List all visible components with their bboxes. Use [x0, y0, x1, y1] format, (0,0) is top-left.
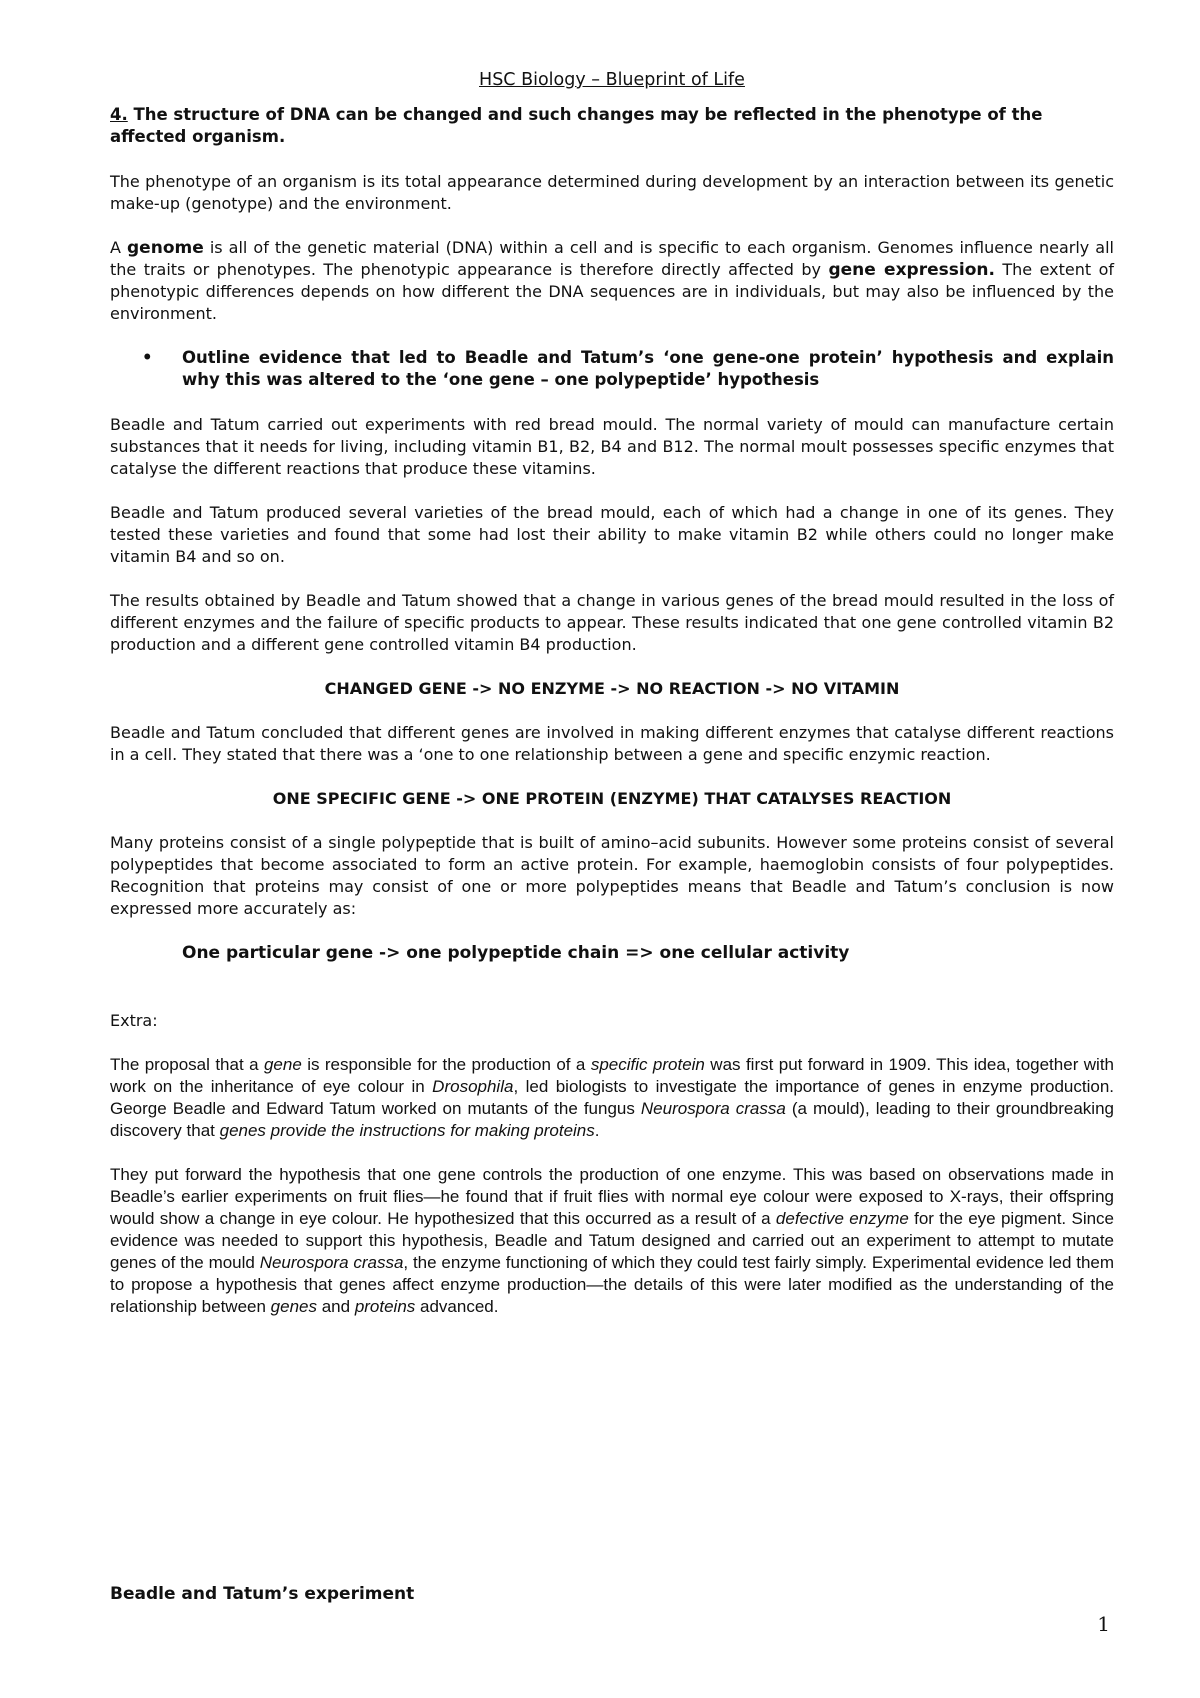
text-run: . [594, 1121, 600, 1140]
text-run: for the eye pigment. Since evidence was needed to support this hypothesis, Beadle and Tatum designed and carried out an experiment to attempt to mutate genes of the mould [110, 1209, 1115, 1272]
italic-proteins: proteins [354, 1297, 416, 1316]
text-run: and [317, 1297, 355, 1316]
extra-label: Extra: [110, 1011, 158, 1030]
bullet-symbol: • [142, 348, 153, 367]
polypeptide-flow: One particular gene -> one polypeptide chain => one cellular activity [182, 943, 850, 963]
experiment-heading: Beadle and Tatum’s experiment [110, 1584, 415, 1604]
genome-term: genome [127, 238, 204, 258]
text-run: is responsible for the production of a [301, 1055, 591, 1074]
document-title: HSC Biology – Blueprint of Life [479, 70, 745, 90]
section-number: 4. [110, 105, 128, 124]
text-run: , the enzyme functioning of which they could test fairly simply. Experimental evidence led them to propose a hypothesis that genes affect enzyme production—the details of this were later modified as the understanding of the relationship between [110, 1253, 1115, 1316]
hypothesis-paragraph [110, 1164, 1114, 1318]
concluded-paragraph: Beadle and Tatum concluded that different genes are involved in making different enzymes that catalyse different reactions in a cell. They stated that there was a ‘one to one relationship between a gene and specific enzymic reaction. [110, 723, 1114, 764]
text-run: The extent of phenotypic differences depends on how different the DNA sequences are in individuals, but may also be influenced by the environment. [110, 260, 1115, 323]
results-paragraph: The results obtained by Beadle and Tatum showed that a change in various genes of the bread mould resulted in the loss of different enzymes and the failure of specific products to appear. These results indicated that one gene controlled vitamin B2 production and a different gene controlled vitamin B4 production. [110, 591, 1114, 654]
changed-gene-flow: CHANGED GENE -> NO ENZYME -> NO REACTION -> NO VITAMIN [324, 679, 900, 698]
italic-neurospora: Neurospora crassa [640, 1099, 786, 1118]
proposal-paragraph [110, 1054, 1114, 1142]
section-heading-text: The structure of DNA can be changed and such changes may be reflected in the phenotype of the affected organism. [110, 105, 1043, 146]
dot-point-text: Outline evidence that led to Beadle and Tatum’s ‘one gene-one protein’ hypothesis and explain why this was altered to the ‘one gene – one polypeptide’ hypothesis [182, 348, 1114, 389]
italic-genes: genes [270, 1297, 317, 1316]
text-run: was first put forward in 1909. This idea, together with work on the inheritance of eye colour in [110, 1055, 1114, 1096]
dot-point [110, 347, 1114, 391]
italic-neurospora: Neurospora crassa [259, 1253, 404, 1272]
italic-genes-provide: genes provide the instructions for making proteins [219, 1121, 595, 1140]
text-run: They put forward the hypothesis that one gene controls the production of one enzyme. This was based on observations made in Beadle’s earlier experiments on fruit flies—he found that if fruit flies with normal eye colour were exposed to X-rays, their offspring would show a change in eye colour. He hypothesized that this occurred as a result of a [110, 1165, 1114, 1228]
italic-drosophila: Drosophila [432, 1077, 514, 1096]
gene-expression-term: gene expression. [828, 260, 995, 280]
text-run: The proposal that a [110, 1055, 264, 1074]
document-page [110, 70, 1114, 1340]
text-run: A [110, 238, 128, 257]
section-heading [110, 104, 1114, 148]
text-run: (a mould), leading to their groundbreaking discovery that [110, 1099, 1114, 1140]
genome-paragraph [110, 237, 1114, 325]
intro-paragraph: The phenotype of an organism is its total appearance determined during development by an interaction between its genetic make-up (genotype) and the environment. [110, 172, 1114, 213]
specific-gene-flow: ONE SPECIFIC GENE -> ONE PROTEIN (ENZYME) THAT CATALYSES REACTION [272, 789, 952, 808]
italic-specific-protein: specific protein [590, 1055, 705, 1074]
italic-defective-enzyme: defective enzyme [775, 1209, 909, 1228]
text-run: advanced. [415, 1297, 499, 1316]
varieties-paragraph: Beadle and Tatum produced several varieties of the bread mould, each of which had a change in one of its genes. They tested these varieties and found that some had lost their ability to make vitamin B2 while others could no longer make vitamin B4 and so on. [110, 503, 1114, 566]
text-run: , led biologists to investigate the importance of genes in enzyme production. George Beadle and Edward Tatum worked on mutants of the fungus [110, 1077, 1114, 1118]
text-run: is all of the genetic material (DNA) within a cell and is specific to each organism. Genomes influence nearly all the traits or phenotypes. The phenotypic appearance is therefore directly affected by [110, 238, 1114, 279]
page-number: 1 [1097, 1612, 1110, 1636]
proteins-paragraph: Many proteins consist of a single polypeptide that is built of amino–acid subunits. However some proteins consist of several polypeptides that become associated to form an active protein. For example, haemoglobin consists of four polypeptides. Recognition that proteins may consist of one or more polypeptides means that Beadle and Tatum’s conclusion is now expressed more accurately as: [110, 833, 1114, 918]
italic-gene: gene [263, 1055, 302, 1074]
mould-paragraph: Beadle and Tatum carried out experiments with red bread mould. The normal variety of mould can manufacture certain substances that it needs for living, including vitamin B1, B2, B4 and B12. The normal moult possesses specific enzymes that catalyse the different reactions that produce these vitamins. [110, 415, 1114, 478]
